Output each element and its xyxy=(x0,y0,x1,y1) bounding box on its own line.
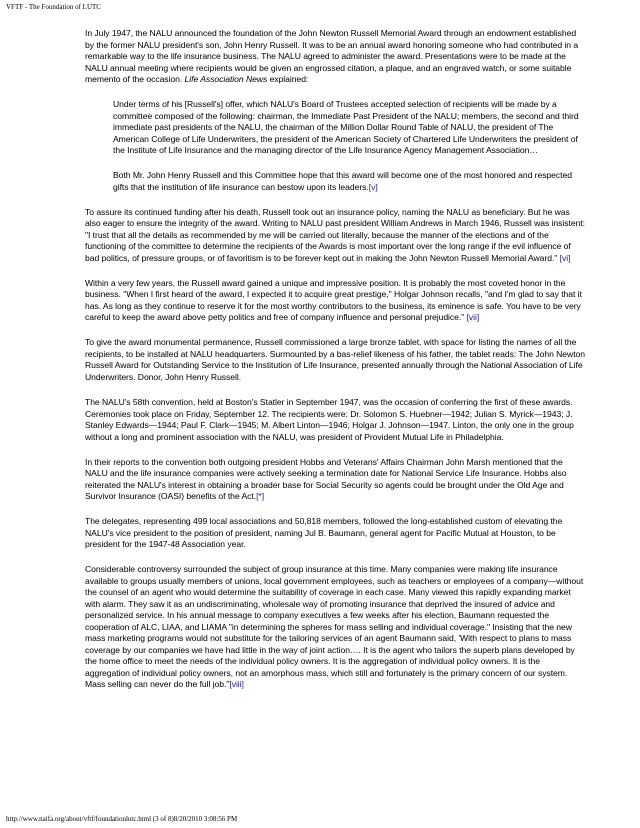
footnote-link-viii[interactable]: [viii] xyxy=(229,679,244,690)
paragraph-delegates xyxy=(85,516,585,551)
article-body xyxy=(85,28,585,704)
blockquote-terms xyxy=(113,99,579,157)
paragraph-group-insurance xyxy=(85,564,585,691)
publication-title: Life Association News xyxy=(184,74,268,84)
paragraph-convention-reports xyxy=(85,457,585,503)
page-header: VFTF - The Foundation of LUTC xyxy=(6,3,101,11)
paragraph-text: In July 1947, the NALU announced the foundation of the John Newton Russell Memorial Award through an endowment established by the former NALU president's son, John Henry Russell. It was to be an annual award honoring someone who had contributed in a remarkable way to the life insurance business. The NALU agreed to administer the award. Presentations were to be made at the NALU annual meeting where recipients would be given an engrossed citation, a plaque, and an engraved watch, or some suitable memento of the occasion. xyxy=(85,28,579,84)
paragraph-text: Considerable controversy surrounded the subject of group insurance at this time. Many companies were making life insurance available to groups usually members of unions, local government employees, such as teachers or employees of a company—without the counsel of an agent who would determine the suitability of coverage in each case. Many viewed this rapidly expanding market with alarm. They saw it as an undiscriminating, wholesale way of promoting insurance that deprived the insured of advice and personalized service. In his annual message to company executives a few weeks after his election, Baumann requested the cooperation of ALC, LIAA, and LIAMA "in determining the spheres for mass selling and individual coverage." Insisting that the new mass marketing programs would not substitute for the tailoring services of an agent Baumann said, 'With respect to plans to mass coverage by our companies we have had little in the way of joint action…. It is the agent who tailors the superb plans developed by the home office to meet the needs of the individual policy owners. It is the aggregation of individual policy owners. It is the aggregation of individual policy owners, not an amorphous mass, which still and fortunately is the primary concern of our system. Mass selling can never do the full job." xyxy=(85,564,584,690)
paragraph-text: Under terms of his [Russell's] offer, which NALU's Board of Trustees accepted selection of recipients will be made by a committee composed of the following: chairman, the Immediate Past President of the NALU; members, the second and third immediate past presidents of the NALU, the chairman of the Million Dollar Round Table of NALU, the president of The American College of Life Underwriters, the president of the American Society of Chartered Life Underwriters the president of the Institute of Life Insurance and the managing director of the Life Insurance Agency Management Association… xyxy=(113,99,579,156)
paragraph-text: In their reports to the convention both outgoing president Hobbs and Veterans' Affairs Chairman John Marsh mentioned that the NALU and the life insurance companies were actively seeking a termination date for National Service Life Insurance. Hobbs also reiterated the NALU's interest in obtaining a broader base for Social Security so agents could be brought under the Old Age and Survivor Insurance (OASI) benefits of the Act. xyxy=(85,456,567,502)
paragraph-bronze-tablet xyxy=(85,337,585,383)
page-footer-url: http://www.naifa.org/about/vftf/foundationlutc.html (3 of 8)8/20/2010 3:08:56 PM xyxy=(6,815,238,823)
paragraph-text: explained: xyxy=(267,74,309,84)
blockquote-hope xyxy=(113,170,579,193)
paragraph-funding xyxy=(85,207,585,265)
footnote-link-v[interactable]: [v] xyxy=(368,181,378,192)
paragraph-text: The delegates, representing 499 local associations and 50,818 members, followed the long-established custom of elevating the NALU's vice president to the position of president, naming Jul B. Baumann, general agent for Pacific Mutual at Houston, to be president for the 1947-48 Association year. xyxy=(85,516,563,550)
paragraph-prestige xyxy=(85,278,585,324)
paragraph-58th-convention xyxy=(85,397,585,443)
paragraph-award-announcement xyxy=(85,28,585,86)
paragraph-text: Both Mr. John Henry Russell and this Committee hope that this award will become one of the most honored and respected gifts that the institution of life insurance can bestow upon its leaders. xyxy=(113,170,572,192)
footnote-link-star[interactable]: [*] xyxy=(256,491,265,502)
footnote-link-vi[interactable]: [vi] xyxy=(559,252,571,263)
footnote-link-vii[interactable]: [vii] xyxy=(466,312,480,323)
paragraph-text: The NALU's 58th convention, held at Boston's Statler in September 1947, was the occasion of conferring the first of these awards. Ceremonies took place on Friday, September 12. The recipients were: Dr. Solomon S. Huebner—1942; Julian S. Myrick—1943; J. Stanley Edwards—1944; Paul F. Clark—1945; M. Albert Linton—1946; Holgar J. Johnson—1947. Linton, the only one in the group without a long and prominent association with the NALU, was president of Provident Mutual Life in Philadelphia. xyxy=(85,397,574,442)
paragraph-text: To give the award monumental permanence, Russell commissioned a large bronze tablet, with space for listing the names of all the recipients, to be installed at NALU headquarters. Surmounted by a bas-relief likeness of his father, the tablet reads: The John Newton Russell Award for Outstanding Service to the Institution of Life Insurance, presented annually through the National Association of Life Underwriters. Donor, John Henry Russell. xyxy=(85,337,585,382)
paragraph-text: Within a very few years, the Russell award gained a unique and impressive position. It is probably the most coveted honor in the business. "When I first heard of the award, I expected it to acquire great prestige," Holgar Johnson recalls, "and I'm glad to say that it has. As long as they continue to reserve it for the most worthy contributors to the business, its eminence is safe. You have to be very careful to keep the award above petty politics and free of company influence and personal prejudice." xyxy=(85,277,582,323)
paragraph-text: To assure its continued funding after his death, Russell took out an insurance policy, naming the NALU as beneficiary. But he was also eager to ensure the integrity of the award. Writing to NALU past president William Andrews in March 1946, Russell was insistent: "I trust that all the details as recommended by me will be carried out literally, because the manner of the elections and of the functioning of the committee to determine the recipients of the Awards is most important over the long range if the evil influence of bad politics, of pressure groups, or of favoritism is to be forever kept out in making the John Newton Russell Memorial Award." xyxy=(85,206,585,263)
